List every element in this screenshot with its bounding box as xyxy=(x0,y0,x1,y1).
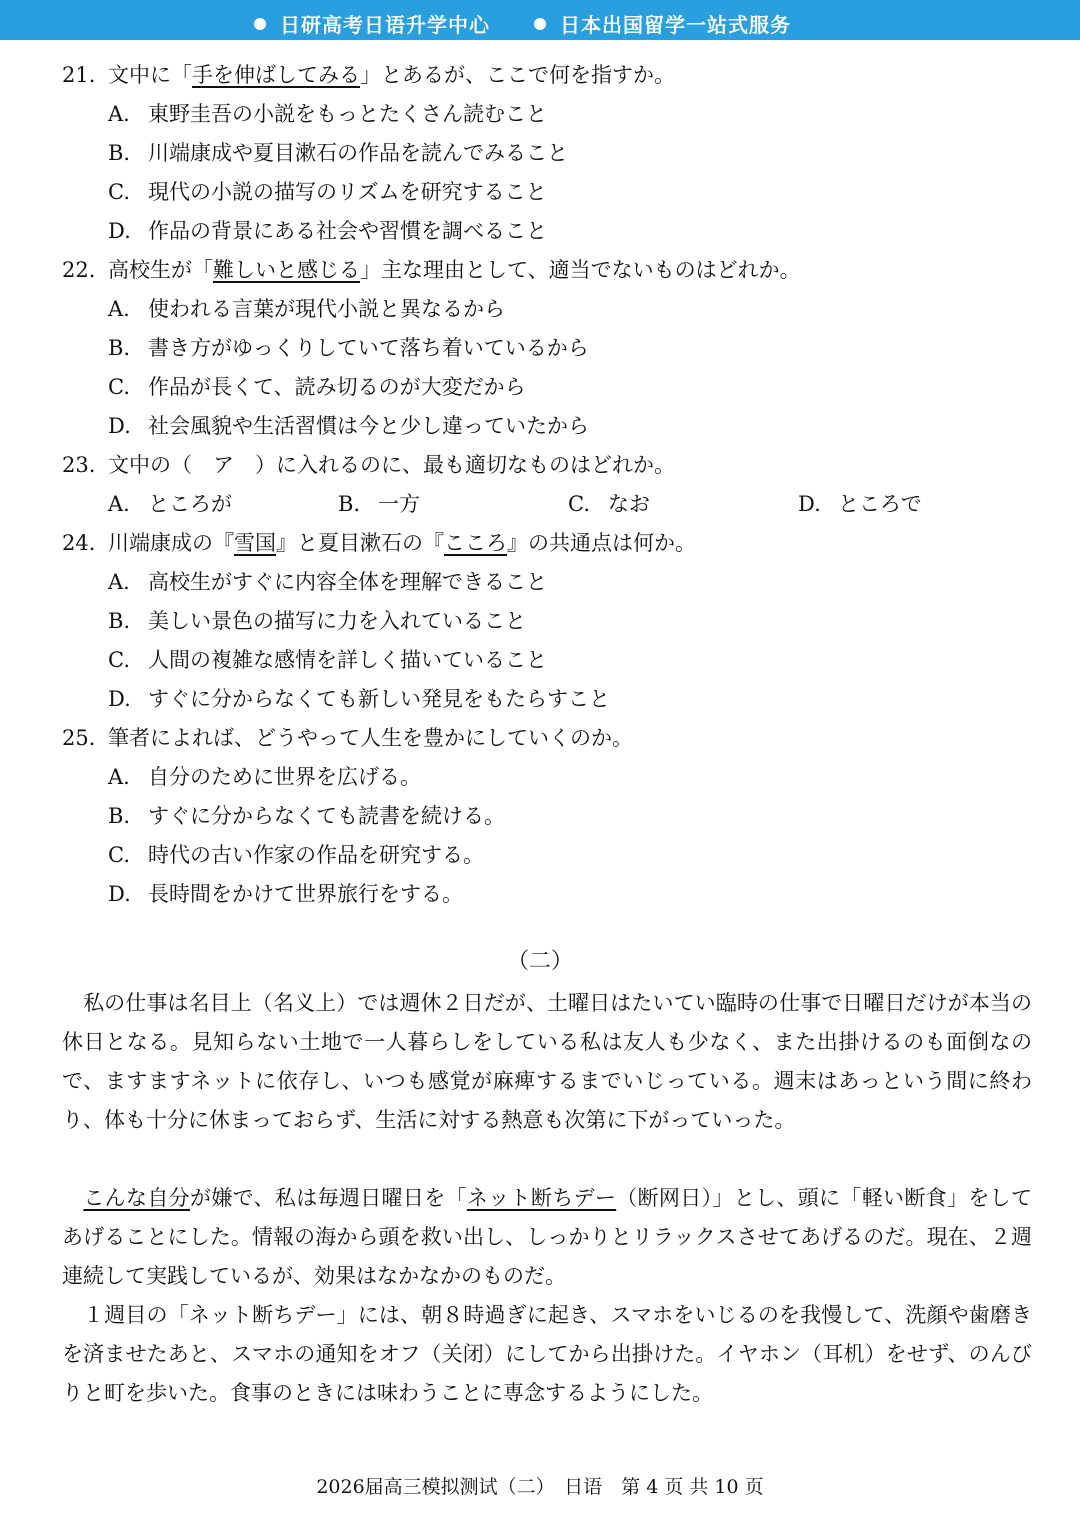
option-label: B. xyxy=(108,609,131,633)
option-text: 美しい景色の描写に力を入れていること xyxy=(148,609,526,633)
option-text: ところが xyxy=(148,492,232,516)
option-label: D. xyxy=(108,414,131,438)
option-text: なお xyxy=(608,492,650,516)
option-text: 人間の複雑な感情を詳しく描いていること xyxy=(148,648,547,672)
option-text: 時代の古い作家の作品を研究する。 xyxy=(148,843,484,867)
option-text: 長時間をかけて世界旅行をする。 xyxy=(148,882,463,906)
option-24-b[interactable] xyxy=(62,602,1028,641)
option-25-a[interactable] xyxy=(62,758,1028,797)
option-label: B. xyxy=(108,804,131,828)
option-text: 使われる言葉が現代小説と異なるから xyxy=(148,297,505,321)
question-text: 」主な理由として、適当でないものはどれか。 xyxy=(360,258,801,282)
bullet-dot-icon xyxy=(254,18,266,30)
option-label: D. xyxy=(108,687,131,711)
option-label: A. xyxy=(108,765,130,789)
option-text: 高校生がすぐに内容全体を理解できること xyxy=(148,570,547,594)
options-row-23 xyxy=(62,485,1028,524)
banner-item-right xyxy=(534,9,791,38)
underlined-phrase: ネット断ちデー xyxy=(466,1186,617,1210)
option-label: D. xyxy=(108,882,131,906)
question-number: 22. xyxy=(62,258,96,282)
question-25 xyxy=(62,719,1028,758)
option-text: すぐに分からなくても読書を続ける。 xyxy=(148,804,505,828)
question-number: 25. xyxy=(62,726,96,750)
page-footer: 2026届高三模拟测试（二） 日语 第 4 页 共 10 页 xyxy=(316,1476,764,1498)
bullet-dot-icon xyxy=(534,18,546,30)
banner-item-left xyxy=(254,9,490,38)
option-text: 社会風貌や生活習慣は今と少し違っていたから xyxy=(148,414,589,438)
question-number: 24. xyxy=(62,531,96,555)
question-22 xyxy=(62,251,1028,290)
option-22-d[interactable] xyxy=(62,407,1028,446)
question-text: 』と夏目漱石の『 xyxy=(276,531,444,555)
option-24-a[interactable] xyxy=(62,563,1028,602)
option-text: 作品が長くて、読み切るのが大変だから xyxy=(148,375,526,399)
option-text: 一方 xyxy=(378,492,420,516)
option-text: すぐに分からなくても新しい発見をもたらすこと xyxy=(148,687,610,711)
option-label: C. xyxy=(108,180,130,204)
question-text: 文中の（ ア ）に入れるのに、最も適切なものはどれか。 xyxy=(108,453,675,477)
header-banner xyxy=(0,0,1080,40)
passage-paragraph-1: 私の仕事は名目上（名义上）では週休２日だが、土曜日はたいてい臨時の仕事で日曜日だけが本当の休日となる。見知らない土地で一人暮らしをしている私は友人も少なく、また出掛けるのも面倒なので、ますますネットに依存し、いつも感覚が麻痺するまでいじっている。週末はあっという間に終わり、体も十分に休まっておらず、生活に対する熱意も次第に下がっていった。 xyxy=(62,991,1032,1132)
question-23 xyxy=(62,446,1028,485)
option-23-b[interactable] xyxy=(338,485,568,524)
option-22-b[interactable] xyxy=(62,329,1028,368)
option-text: ところで xyxy=(838,492,922,516)
option-label: B. xyxy=(338,492,361,516)
option-label: A. xyxy=(108,492,130,516)
option-23-c[interactable] xyxy=(568,485,798,524)
question-text: 』の共通点は何か。 xyxy=(507,531,696,555)
option-label: A. xyxy=(108,102,130,126)
option-label: D. xyxy=(798,492,821,516)
underlined-phrase: 雪国 xyxy=(234,531,276,555)
option-text: 自分のために世界を広げる。 xyxy=(148,765,421,789)
option-21-d[interactable] xyxy=(62,212,1028,251)
option-21-a[interactable] xyxy=(62,95,1028,134)
option-label: B. xyxy=(108,336,131,360)
option-25-c[interactable] xyxy=(62,836,1028,875)
section-title: （二） xyxy=(506,949,573,974)
option-label: C. xyxy=(108,648,130,672)
option-label: C. xyxy=(568,492,590,516)
option-label: B. xyxy=(108,141,131,165)
option-21-b[interactable] xyxy=(62,134,1028,173)
option-text: 現代の小説の描写のリズムを研究すること xyxy=(148,180,547,204)
option-22-c[interactable] xyxy=(62,368,1028,407)
banner-left-text: 日研高考日语升学中心 xyxy=(280,13,490,37)
option-text: 川端康成や夏目漱石の作品を読んでみること xyxy=(148,141,568,165)
question-text: 筆者によれば、どうやって人生を豊かにしていくのか。 xyxy=(108,726,633,750)
option-label: C. xyxy=(108,843,130,867)
option-label: A. xyxy=(108,297,130,321)
question-text: 」とあるが、ここで何を指すか。 xyxy=(360,63,675,87)
banner-right-text: 日本出国留学一站式服务 xyxy=(560,13,791,37)
option-text: 東野圭吾の小説をもっとたくさん読むこと xyxy=(148,102,547,126)
option-25-b[interactable] xyxy=(62,797,1028,836)
paragraph-indent xyxy=(62,1186,83,1210)
question-text: 川端康成の『 xyxy=(108,531,234,555)
underlined-phrase: こんな自分 xyxy=(83,1186,190,1210)
paragraph-text: （断网日）」とし、頭に「軽い断食」をしてあげることにした。情報の海から頭を救い出し、しっかりとリラックスさせてあげるのだ。現在、２週連続して実践しているが、効果はなかなかのものだ。 xyxy=(62,1186,1033,1288)
passage-paragraph-3: １週目の「ネット断ちデー」には、朝８時過ぎに起き、スマホをいじるのを我慢して、洗顔や歯磨きを済ませたあと、スマホの通知をオフ（关闭）にしてから出掛けた。イヤホン（耳机）をせず、のんびりと町を歩いた。食事のときには味わうことに専念するようにした。 xyxy=(62,1303,1032,1405)
option-label: A. xyxy=(108,570,130,594)
question-number: 23. xyxy=(62,453,96,477)
option-label: C. xyxy=(108,375,130,399)
option-22-a[interactable] xyxy=(62,290,1028,329)
option-text: 作品の背景にある社会や習慣を調べること xyxy=(148,219,547,243)
option-24-d[interactable] xyxy=(62,680,1028,719)
question-21 xyxy=(62,56,1028,95)
underlined-phrase: 難しいと感じる xyxy=(213,258,360,282)
question-number: 21. xyxy=(62,63,96,87)
option-23-d[interactable] xyxy=(798,485,1028,524)
questions-block xyxy=(62,56,1028,914)
underlined-phrase: こころ xyxy=(444,531,507,555)
option-23-a[interactable] xyxy=(108,485,338,524)
passage-paragraph-2 xyxy=(62,1179,1032,1296)
option-label: D. xyxy=(108,219,131,243)
question-text: 文中に「 xyxy=(108,63,192,87)
option-25-d[interactable] xyxy=(62,875,1028,914)
option-text: 書き方がゆっくりしていて落ち着いているから xyxy=(148,336,589,360)
question-text: 高校生が「 xyxy=(108,258,213,282)
option-21-c[interactable] xyxy=(62,173,1028,212)
option-24-c[interactable] xyxy=(62,641,1028,680)
underlined-phrase: 手を伸ばしてみる xyxy=(192,63,360,87)
question-24 xyxy=(62,524,1028,563)
paragraph-text: が嫌で、私は毎週日曜日を「 xyxy=(190,1186,467,1210)
